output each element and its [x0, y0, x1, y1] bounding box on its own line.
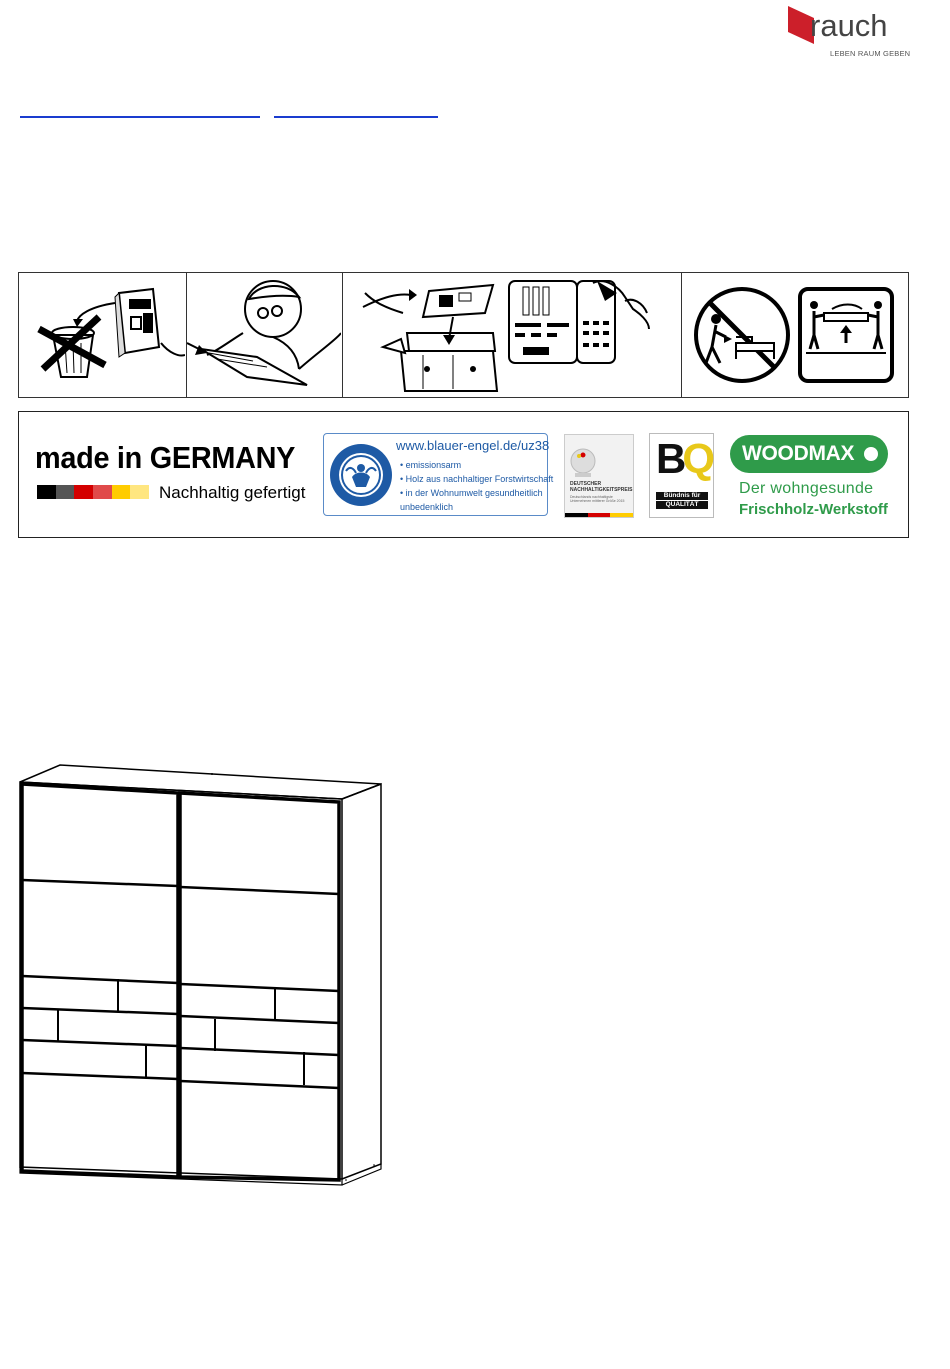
nachhaltigkeitspreis-title: DEUTSCHER NACHHALTIGKEITSPREIS	[570, 481, 633, 493]
bq-letters: BQ	[656, 435, 712, 482]
woodmax-logo	[730, 435, 888, 473]
sliding-door-wardrobe-icon	[15, 755, 385, 1195]
bq-line-2: QUALITÄT	[656, 501, 708, 509]
nachhaltigkeitspreis-small: Deutschlands nachhaltigste Unternehmen mittlerer Größe 2015	[570, 495, 625, 503]
bq-line-1: Bündnis für	[656, 492, 708, 500]
made-in-germany-subtitle: Nachhaltig gefertigt	[159, 483, 306, 502]
keep-instructions-and-parts-icon	[343, 273, 682, 397]
certification-strip	[18, 411, 909, 538]
german-flag-gradient-bar	[37, 485, 149, 499]
link-line-2[interactable]	[274, 116, 438, 118]
blauer-engel-url: www.blauer-engel.de/uz38	[396, 438, 550, 453]
woodmax-wordmark: WOODMAX	[742, 442, 855, 465]
blauer-engel-item: • emissionsarm	[400, 458, 553, 472]
link-line-1[interactable]	[20, 116, 260, 118]
read-instructions-icon	[187, 273, 343, 397]
woodmax-line-2: Frischholz-Werkstoff	[739, 501, 888, 518]
made-in-germany-title: made in GERMANY	[35, 440, 296, 475]
buendnis-fuer-qualitaet-badge	[649, 433, 714, 518]
blauer-engel-seal-icon	[328, 435, 394, 515]
nachhaltigkeitspreis-trophy-icon	[565, 435, 633, 479]
woodmax-dot-icon	[864, 447, 878, 461]
logo-tagline: LEBEN RAUM GEBEN	[830, 49, 911, 58]
instruction-strip	[18, 272, 909, 398]
lift-do-not-push-icon	[682, 273, 910, 397]
blauer-engel-list	[400, 458, 553, 514]
logo-wordmark: rauch	[810, 8, 888, 43]
nachhaltigkeitspreis-badge	[564, 434, 634, 518]
blauer-engel-item: unbedenklich	[400, 502, 454, 512]
do-not-discard-instructions-icon	[19, 273, 187, 397]
german-flag-stripe	[565, 513, 633, 517]
rauch-logo	[786, 2, 910, 60]
blauer-engel-badge	[323, 433, 554, 516]
blauer-engel-item: • in der Wohnumwelt gesundheitlich	[400, 486, 553, 500]
woodmax-line-1: Der wohngesunde	[739, 480, 874, 497]
blauer-engel-item: • Holz aus nachhaltiger Forstwirtschaft	[400, 472, 553, 486]
